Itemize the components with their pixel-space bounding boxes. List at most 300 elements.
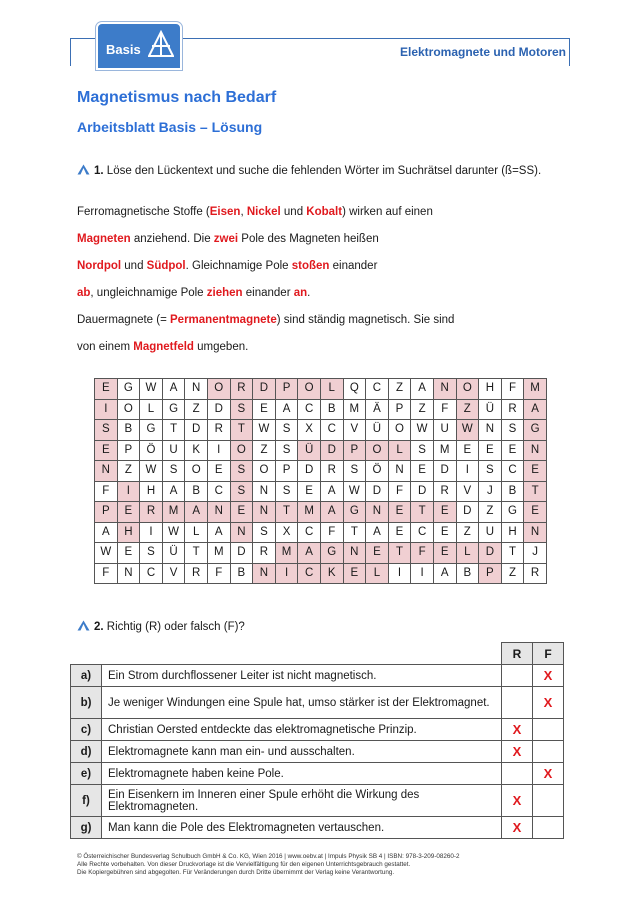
puzzle-cell: S — [253, 522, 276, 543]
puzzle-cell: N — [230, 522, 253, 543]
puzzle-cell: E — [366, 543, 389, 564]
puzzle-cell: C — [298, 522, 321, 543]
statement-label: e) — [71, 763, 102, 785]
statement-label: a) — [71, 665, 102, 687]
puzzle-cell: S — [479, 461, 502, 482]
puzzle-cell: E — [388, 522, 411, 543]
answer-word: Südpol — [146, 260, 186, 272]
page-subtitle: Arbeitsblatt Basis – Lösung — [77, 119, 263, 135]
puzzle-cell: T — [411, 502, 434, 523]
puzzle-cell: L — [140, 399, 163, 420]
puzzle-cell: D — [320, 440, 343, 461]
puzzle-cell: R — [501, 399, 524, 420]
puzzle-cell: M — [207, 543, 230, 564]
puzzle-cell: F — [207, 563, 230, 584]
puzzle-cell: A — [320, 481, 343, 502]
puzzle-cell: S — [230, 399, 253, 420]
answer-f-mark: X — [533, 763, 564, 785]
column-header-f: F — [533, 643, 564, 665]
puzzle-cell: S — [343, 461, 366, 482]
puzzle-cell: O — [298, 379, 321, 400]
puzzle-row — [95, 563, 547, 584]
puzzle-cell: S — [275, 481, 298, 502]
puzzle-cell: Ä — [366, 399, 389, 420]
empty-header-cell — [102, 643, 502, 665]
task-level-icon — [77, 620, 90, 631]
puzzle-cell: O — [366, 440, 389, 461]
task-2-instruction — [77, 620, 245, 633]
puzzle-cell: E — [298, 481, 321, 502]
puzzle-cell: Z — [479, 502, 502, 523]
puzzle-cell: H — [117, 522, 140, 543]
puzzle-cell: L — [366, 563, 389, 584]
task-1-number: 1. — [94, 165, 104, 177]
puzzle-cell: T — [275, 502, 298, 523]
answer-word: Eisen — [209, 206, 241, 218]
puzzle-cell: E — [95, 440, 118, 461]
puzzle-cell: T — [343, 522, 366, 543]
puzzle-cell: V — [162, 563, 185, 584]
puzzle-cell: A — [320, 502, 343, 523]
puzzle-cell: I — [411, 563, 434, 584]
task-2-text: Richtig (R) oder falsch (F)? — [106, 621, 245, 633]
answer-f-mark: X — [533, 687, 564, 719]
cloze-text-segment: , ungleichnamige Pole — [90, 287, 207, 299]
puzzle-cell: B — [456, 563, 479, 584]
puzzle-cell: A — [95, 522, 118, 543]
cloze-text-segment: einander — [329, 260, 378, 272]
puzzle-cell: Ü — [298, 440, 321, 461]
task-level-icon — [77, 164, 90, 175]
puzzle-cell: G — [501, 502, 524, 523]
puzzle-cell: P — [275, 379, 298, 400]
task-1-text: Löse den Lückentext und suche die fehlenden Wörter im Suchrätsel darunter (ß=SS). — [106, 165, 542, 177]
puzzle-cell: O — [117, 399, 140, 420]
cloze-text-segment: ) wirken auf einen — [342, 206, 433, 218]
puzzle-cell: S — [230, 461, 253, 482]
statement-text: Ein Eisenkern im Inneren einer Spule erhöht die Wirkung des Elektromagneten. — [102, 785, 502, 817]
statement-row — [71, 719, 564, 741]
statement-row — [71, 785, 564, 817]
puzzle-cell: L — [185, 522, 208, 543]
true-false-table — [70, 642, 564, 839]
answer-word: an — [293, 287, 308, 299]
answer-f-mark — [533, 785, 564, 817]
puzzle-cell: W — [456, 420, 479, 441]
puzzle-cell: W — [253, 420, 276, 441]
answer-r-mark: X — [502, 741, 533, 763]
statement-text: Christian Oersted entdeckte das elektromagnetische Prinzip. — [102, 719, 502, 741]
puzzle-cell: I — [140, 522, 163, 543]
puzzle-cell: C — [298, 399, 321, 420]
puzzle-cell: O — [230, 440, 253, 461]
answer-r-mark: X — [502, 719, 533, 741]
puzzle-cell: E — [433, 502, 456, 523]
logo-text: Basis — [106, 42, 141, 57]
puzzle-cell: A — [275, 399, 298, 420]
puzzle-cell: R — [433, 481, 456, 502]
puzzle-cell: B — [185, 481, 208, 502]
puzzle-cell: U — [433, 420, 456, 441]
answer-f-mark — [533, 741, 564, 763]
puzzle-cell: X — [275, 522, 298, 543]
puzzle-cell: W — [140, 379, 163, 400]
puzzle-cell: X — [298, 420, 321, 441]
puzzle-cell: P — [95, 502, 118, 523]
puzzle-cell: Ö — [140, 440, 163, 461]
puzzle-cell: O — [185, 461, 208, 482]
puzzle-cell: D — [298, 461, 321, 482]
puzzle-cell: H — [501, 522, 524, 543]
puzzle-cell: P — [275, 461, 298, 482]
puzzle-cell: N — [366, 502, 389, 523]
puzzle-cell: A — [185, 502, 208, 523]
puzzle-cell: N — [253, 563, 276, 584]
statement-text: Ein Strom durchflossener Leiter ist nicht magnetisch. — [102, 665, 502, 687]
puzzle-cell: R — [320, 461, 343, 482]
puzzle-cell: S — [501, 420, 524, 441]
cloze-line — [77, 314, 454, 326]
puzzle-cell: E — [117, 502, 140, 523]
puzzle-cell: D — [185, 420, 208, 441]
task-1-instruction — [77, 164, 541, 177]
puzzle-cell: S — [230, 481, 253, 502]
puzzle-cell: A — [207, 522, 230, 543]
puzzle-cell: D — [479, 543, 502, 564]
puzzle-cell: D — [253, 379, 276, 400]
statement-row — [71, 763, 564, 785]
column-header-r: R — [502, 643, 533, 665]
puzzle-row — [95, 399, 547, 420]
puzzle-row — [95, 502, 547, 523]
puzzle-cell: N — [524, 440, 547, 461]
puzzle-cell: C — [207, 481, 230, 502]
puzzle-cell: L — [388, 440, 411, 461]
puzzle-cell: J — [524, 543, 547, 564]
header-subject: Elektromagnete und Motoren — [399, 45, 566, 59]
answer-word: ab — [77, 287, 91, 299]
puzzle-cell: I — [207, 440, 230, 461]
puzzle-cell: H — [479, 379, 502, 400]
statement-row — [71, 665, 564, 687]
basis-logo — [96, 22, 182, 70]
puzzle-cell: B — [320, 399, 343, 420]
puzzle-cell: B — [501, 481, 524, 502]
cloze-text-segment: ) sind ständig magnetisch. Sie sind — [276, 314, 455, 326]
answer-word: Kobalt — [306, 206, 343, 218]
cloze-text-segment: Dauermagnete (= — [77, 314, 171, 326]
puzzle-cell: I — [388, 563, 411, 584]
puzzle-cell: O — [388, 420, 411, 441]
puzzle-cell: E — [524, 502, 547, 523]
puzzle-cell: R — [207, 420, 230, 441]
puzzle-cell: Ü — [479, 399, 502, 420]
triangle-logo-icon — [148, 30, 174, 58]
puzzle-cell: G — [117, 379, 140, 400]
puzzle-cell: M — [298, 502, 321, 523]
puzzle-cell: E — [343, 563, 366, 584]
page-title: Magnetismus nach Bedarf — [77, 89, 277, 106]
task-2-number: 2. — [94, 621, 104, 633]
puzzle-row — [95, 379, 547, 400]
puzzle-cell: R — [140, 502, 163, 523]
puzzle-cell: E — [117, 543, 140, 564]
puzzle-cell: N — [388, 461, 411, 482]
puzzle-cell: S — [275, 420, 298, 441]
puzzle-cell: A — [162, 481, 185, 502]
puzzle-cell: T — [388, 543, 411, 564]
answer-word: Nickel — [246, 206, 281, 218]
puzzle-cell: Z — [456, 399, 479, 420]
word-search-puzzle — [94, 378, 547, 584]
puzzle-cell: N — [253, 502, 276, 523]
puzzle-cell: G — [140, 420, 163, 441]
puzzle-cell: C — [140, 563, 163, 584]
puzzle-cell: A — [524, 399, 547, 420]
puzzle-cell: L — [320, 379, 343, 400]
puzzle-cell: T — [524, 481, 547, 502]
puzzle-cell: E — [253, 399, 276, 420]
puzzle-cell: Z — [388, 379, 411, 400]
cloze-text-segment: einander — [242, 287, 294, 299]
puzzle-cell: E — [230, 502, 253, 523]
cloze-line — [77, 260, 377, 272]
puzzle-cell: S — [162, 461, 185, 482]
statement-label: c) — [71, 719, 102, 741]
puzzle-cell: T — [185, 543, 208, 564]
cloze-text-segment: Pole des Magneten heißen — [238, 233, 379, 245]
puzzle-cell: W — [411, 420, 434, 441]
puzzle-cell: E — [388, 502, 411, 523]
puzzle-cell: E — [501, 440, 524, 461]
puzzle-cell: F — [411, 543, 434, 564]
puzzle-cell: Z — [456, 522, 479, 543]
puzzle-cell: A — [433, 563, 456, 584]
puzzle-cell: N — [524, 522, 547, 543]
statement-label: g) — [71, 817, 102, 839]
puzzle-cell: S — [140, 543, 163, 564]
footer-line: © Österreichischer Bundesverlag Schulbuch GmbH & Co. KG, Wien 2016 | www.oebv.at | Impuls Physik SB 4 | ISBN: 978-3-209-08260-2 — [77, 853, 460, 860]
puzzle-cell: W — [343, 481, 366, 502]
puzzle-cell: O — [456, 379, 479, 400]
cloze-text-segment: umgeben. — [193, 341, 249, 353]
puzzle-cell: C — [366, 379, 389, 400]
puzzle-cell: C — [411, 522, 434, 543]
puzzle-cell: Q — [343, 379, 366, 400]
puzzle-cell: E — [524, 461, 547, 482]
puzzle-cell: D — [411, 481, 434, 502]
cloze-text-segment: und — [121, 260, 147, 272]
puzzle-cell: R — [185, 563, 208, 584]
puzzle-cell: W — [162, 522, 185, 543]
puzzle-cell: P — [343, 440, 366, 461]
footer-copyright — [77, 853, 460, 877]
puzzle-cell: D — [433, 461, 456, 482]
puzzle-cell: M — [343, 399, 366, 420]
statement-label: b) — [71, 687, 102, 719]
puzzle-cell: W — [140, 461, 163, 482]
puzzle-cell: Z — [253, 440, 276, 461]
puzzle-row — [95, 420, 547, 441]
puzzle-cell: T — [162, 420, 185, 441]
puzzle-cell: N — [117, 563, 140, 584]
puzzle-cell: F — [95, 481, 118, 502]
puzzle-row — [95, 543, 547, 564]
puzzle-cell: I — [95, 399, 118, 420]
puzzle-cell: P — [388, 399, 411, 420]
puzzle-cell: D — [207, 399, 230, 420]
puzzle-cell: O — [207, 379, 230, 400]
puzzle-cell: E — [207, 461, 230, 482]
answer-word: Nordpol — [77, 260, 122, 272]
puzzle-row — [95, 461, 547, 482]
puzzle-cell: I — [117, 481, 140, 502]
puzzle-cell: C — [320, 420, 343, 441]
puzzle-cell: U — [162, 440, 185, 461]
puzzle-cell: R — [524, 563, 547, 584]
answer-r-mark — [502, 665, 533, 687]
puzzle-cell: N — [479, 420, 502, 441]
cloze-text-segment: anziehend. Die — [130, 233, 214, 245]
answer-word: stoßen — [291, 260, 330, 272]
puzzle-row — [95, 522, 547, 543]
puzzle-cell: E — [456, 440, 479, 461]
cloze-text-segment: von einem — [77, 341, 134, 353]
puzzle-cell: Z — [411, 399, 434, 420]
puzzle-cell: R — [230, 379, 253, 400]
puzzle-cell: Z — [117, 461, 140, 482]
statement-text: Man kann die Pole des Elektromagneten vertauschen. — [102, 817, 502, 839]
puzzle-cell: E — [433, 522, 456, 543]
statement-text: Je weniger Windungen eine Spule hat, umso stärker ist der Elektromagnet. — [102, 687, 502, 719]
cloze-text-segment: . Gleichnamige Pole — [185, 260, 292, 272]
puzzle-cell: Ü — [162, 543, 185, 564]
cloze-line — [77, 287, 310, 299]
puzzle-cell: V — [343, 420, 366, 441]
answer-r-mark: X — [502, 785, 533, 817]
puzzle-cell: S — [95, 420, 118, 441]
puzzle-cell: N — [207, 502, 230, 523]
cloze-text-segment: Ferromagnetische Stoffe ( — [77, 206, 210, 218]
puzzle-cell: C — [298, 563, 321, 584]
puzzle-cell: F — [388, 481, 411, 502]
puzzle-cell: A — [411, 379, 434, 400]
puzzle-cell: B — [117, 420, 140, 441]
cloze-text-segment: , — [240, 206, 247, 218]
puzzle-cell: D — [456, 502, 479, 523]
puzzle-cell: F — [501, 379, 524, 400]
puzzle-cell: F — [95, 563, 118, 584]
puzzle-cell: W — [95, 543, 118, 564]
cloze-line — [77, 233, 379, 245]
puzzle-cell: G — [320, 543, 343, 564]
puzzle-cell: J — [479, 481, 502, 502]
statement-row — [71, 817, 564, 839]
statement-row — [71, 687, 564, 719]
footer-line: Die Kopiergebühren sind abgegolten. Für Veränderungen durch Dritte übernimmt der Verlag keine Verantwortung. — [77, 869, 395, 876]
statement-label: f) — [71, 785, 102, 817]
statement-text: Elektromagnete haben keine Pole. — [102, 763, 502, 785]
puzzle-cell: S — [411, 440, 434, 461]
answer-r-mark: X — [502, 817, 533, 839]
cloze-line — [77, 206, 433, 218]
puzzle-cell: N — [95, 461, 118, 482]
puzzle-cell: N — [433, 379, 456, 400]
puzzle-row — [95, 481, 547, 502]
puzzle-cell: Ö — [366, 461, 389, 482]
answer-f-mark: X — [533, 665, 564, 687]
puzzle-cell: B — [230, 563, 253, 584]
answer-f-mark — [533, 719, 564, 741]
statement-row — [71, 741, 564, 763]
puzzle-cell: Z — [501, 563, 524, 584]
puzzle-cell: K — [185, 440, 208, 461]
puzzle-cell: I — [275, 563, 298, 584]
statement-text: Elektromagnete kann man ein- und ausschalten. — [102, 741, 502, 763]
answer-word: Magneten — [77, 233, 131, 245]
answer-word: ziehen — [206, 287, 243, 299]
puzzle-cell: E — [479, 440, 502, 461]
puzzle-cell: D — [366, 481, 389, 502]
puzzle-cell: N — [185, 379, 208, 400]
puzzle-cell: I — [456, 461, 479, 482]
puzzle-cell: E — [433, 543, 456, 564]
puzzle-cell: N — [253, 481, 276, 502]
puzzle-cell: U — [479, 522, 502, 543]
cloze-text-segment: und — [280, 206, 307, 218]
footer-line: Alle Rechte vorbehalten. Von dieser Druckvorlage ist die Vervielfältigung für den eigenen Unterrichtsgebrauch gestattet. — [77, 861, 411, 868]
answer-r-mark — [502, 687, 533, 719]
answer-f-mark — [533, 817, 564, 839]
puzzle-cell: A — [366, 522, 389, 543]
puzzle-cell: T — [230, 420, 253, 441]
puzzle-cell: R — [253, 543, 276, 564]
cloze-line — [77, 341, 248, 353]
puzzle-cell: M — [162, 502, 185, 523]
puzzle-cell: P — [117, 440, 140, 461]
answer-word: zwei — [213, 233, 239, 245]
puzzle-cell: G — [162, 399, 185, 420]
puzzle-cell: M — [275, 543, 298, 564]
puzzle-cell: S — [275, 440, 298, 461]
puzzle-cell: V — [456, 481, 479, 502]
cloze-text-segment: . — [307, 287, 311, 299]
puzzle-cell: L — [456, 543, 479, 564]
puzzle-cell: C — [501, 461, 524, 482]
puzzle-cell: O — [253, 461, 276, 482]
puzzle-cell: A — [162, 379, 185, 400]
puzzle-cell: F — [433, 399, 456, 420]
puzzle-cell: M — [524, 379, 547, 400]
puzzle-row — [95, 440, 547, 461]
puzzle-cell: G — [524, 420, 547, 441]
answer-word: Magnetfeld — [133, 341, 194, 353]
puzzle-cell: E — [95, 379, 118, 400]
puzzle-cell: T — [501, 543, 524, 564]
statement-label: d) — [71, 741, 102, 763]
puzzle-cell: Z — [185, 399, 208, 420]
puzzle-cell: H — [140, 481, 163, 502]
puzzle-cell: E — [411, 461, 434, 482]
puzzle-cell: M — [433, 440, 456, 461]
puzzle-cell: N — [343, 543, 366, 564]
puzzle-cell: G — [343, 502, 366, 523]
answer-r-mark — [502, 763, 533, 785]
puzzle-cell: F — [320, 522, 343, 543]
answer-word: Permanentmagnete — [170, 314, 277, 326]
puzzle-cell: K — [320, 563, 343, 584]
puzzle-cell: A — [298, 543, 321, 564]
